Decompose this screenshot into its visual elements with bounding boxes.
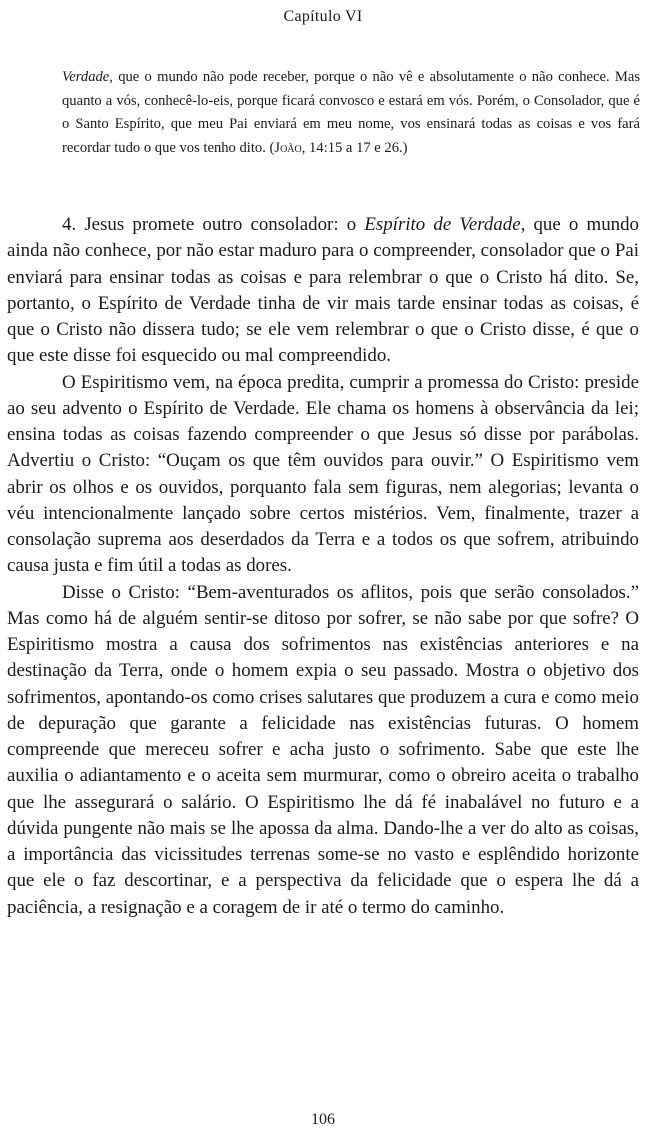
quote-ref-open: ( bbox=[269, 139, 275, 156]
quote-paragraph bbox=[62, 66, 640, 160]
quote-italic-start: Verdade bbox=[62, 69, 110, 85]
paragraph-1-start: 4. Jesus promete outro consolador: o bbox=[62, 214, 365, 235]
body-text bbox=[7, 212, 639, 921]
paragraph-3: Disse o Cristo: “Bem-aventurados os aflitos, pois que serão consolados.” Mas como há de alguém sentir-se ditoso por sofrer, se não sabe por que sofre? O Espiritismo mostra a causa dos sofrimentos nas existências anteriores e na destinação da Terra, onde o homem expia o seu passado. Mostra o objetivo dos sofrimentos, apontando-os como crises salutares que produzem a cura e como meio de depuração que garante a felicidade nas existências futuras. O homem compreende que mereceu sofrer e acha justo o sofrimento. Sabe que este lhe auxilia o adiantamento e o aceita sem murmurar, como o obreiro aceita o trabalho que lhe assegurará o salário. O Espiritismo lhe dá fé inabalável no futuro e a dúvida pungente não mais se lhe apossa da alma. Dando-lhe a ver do alto as coisas, a importância das vicissitudes terrenas some-se no vasto e esplêndido horizonte que ele o faz descortinar, e a perspectiva da felicidade que o espera lhe dá a paciência, a resignação e a coragem de ir até o termo do caminho. bbox=[7, 581, 639, 918]
page-number: 106 bbox=[311, 1111, 335, 1128]
paragraph-1 bbox=[7, 212, 639, 370]
scripture-quote bbox=[62, 66, 640, 160]
quote-ref-book: João bbox=[274, 139, 302, 156]
paragraph-1-emphasis: Espírito de Verdade bbox=[364, 214, 521, 235]
quote-ref-rest: , 14:15 a 17 e 26.) bbox=[301, 139, 408, 156]
paragraph-1-rest: , que o mundo ainda não conhece, por não estar maduro para o compreender, consolador que o Pai enviará para ensinar todas as coisas e para relembrar o que o Cristo há dito. Se, portanto, o Espírito de Verdade tinha de vir mais tarde ensinar todas as coisas, é que o Cristo não dissera tudo; se ele vem relembrar o que o Cristo disse, é que o que este disse foi esquecido ou mal compreendido. bbox=[7, 214, 639, 367]
paragraph-2: O Espiritismo vem, na época predita, cumprir a promessa do Cristo: preside ao seu advento o Espírito de Verdade. Ele chama os homens à observância da lei; ensina todas as coisas fazendo compreender o que Jesus só disse por parábolas. Advertiu o Cristo: “Ouçam os que têm ouvidos para ouvir.” O Espiritismo vem abrir os olhos e os ouvidos, porquanto fala sem figuras, nem alegorias; levanta o véu intencionalmente lançado sobre certos mistérios. Vem, finalmente, trazer a consolação suprema aos deserdados da Terra e a todos os que sofrem, atribuindo causa justa e fim útil a todas as dores. bbox=[7, 371, 639, 577]
quote-text: , que o mundo não pode receber, porque o não vê e absolutamente o não conhece. Mas quanto a vós, conhecê-lo-eis, porque ficará convosco e estará em vós. Porém, o Consolador, que é o Santo Espírito, que meu Pai enviará em meu nome, vos ensinará todas as coisas e vos fará recordar tudo o que vos tenho dito. bbox=[62, 69, 640, 156]
chapter-header: Capítulo VI bbox=[283, 8, 363, 25]
